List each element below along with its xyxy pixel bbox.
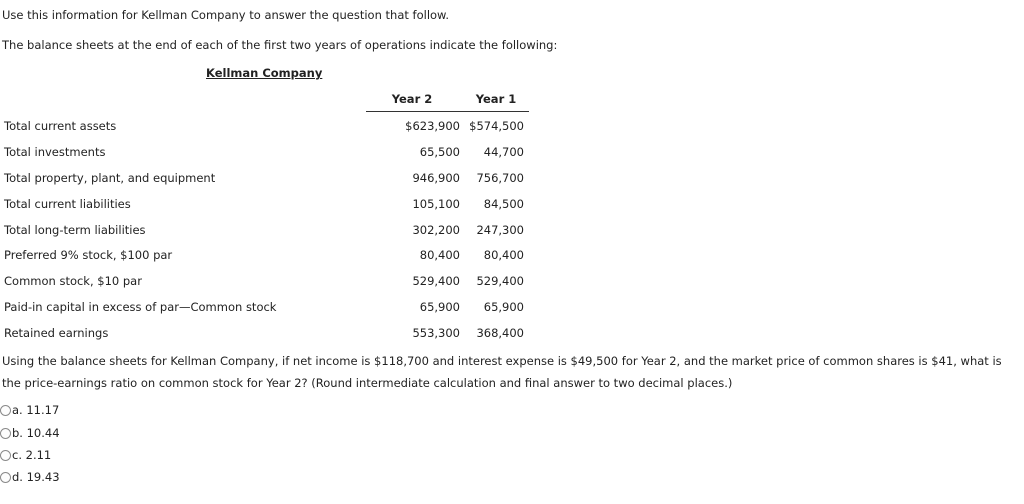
choice-a[interactable] (0, 403, 59, 421)
choice-label: c. 2.11 (12, 448, 52, 462)
choice-b[interactable] (0, 426, 60, 444)
year2-value: 65,500 (419, 145, 460, 159)
header-underline (366, 111, 529, 112)
row-label: Total investments (4, 145, 106, 159)
year1-value: 84,500 (483, 197, 524, 211)
year2-value: 553,300 (412, 326, 460, 340)
row-label: Total current assets (4, 119, 117, 133)
row-label: Total current liabilities (4, 197, 131, 211)
row-label: Paid-in capital in excess of par—Common stock (4, 300, 277, 314)
choice-label: a. 11.17 (12, 403, 60, 417)
year1-value: 80,400 (483, 248, 524, 262)
radio-button[interactable] (0, 428, 11, 439)
year2-value: 302,200 (412, 223, 460, 237)
year1-value: 529,400 (476, 274, 524, 288)
row-label: Retained earnings (4, 326, 109, 340)
table-row (0, 300, 540, 318)
intro-text: Use this information for Kellman Company to answer the question that follow. (2, 8, 450, 22)
table-row (0, 223, 540, 241)
year2-value: 105,100 (412, 197, 460, 211)
row-label: Preferred 9% stock, $100 par (4, 248, 173, 262)
table-row (0, 248, 540, 266)
radio-button[interactable] (0, 472, 11, 483)
row-label: Common stock, $10 par (4, 274, 142, 288)
year2-value: 946,900 (412, 171, 460, 185)
table-row (0, 274, 540, 292)
year2-value: $623,900 (405, 119, 460, 133)
table-row (0, 197, 540, 215)
column-header-year2: Year 2 (391, 92, 433, 106)
row-label: Total long-term liabilities (4, 223, 146, 237)
table-row (0, 326, 540, 344)
column-header-year1: Year 1 (475, 92, 517, 106)
year1-value: 756,700 (476, 171, 524, 185)
table-row (0, 171, 540, 189)
year1-value: 247,300 (476, 223, 524, 237)
choice-d[interactable] (0, 470, 60, 488)
company-heading: Kellman Company (206, 66, 323, 80)
row-label: Total property, plant, and equipment (4, 171, 216, 185)
radio-button[interactable] (0, 450, 11, 461)
choice-label: d. 19.43 (12, 470, 60, 484)
year1-value: $574,500 (469, 119, 524, 133)
table-row (0, 119, 540, 137)
table-row (0, 145, 540, 163)
year2-value: 80,400 (419, 248, 460, 262)
lead-text: The balance sheets at the end of each of the first two years of operations indicate the following: (2, 38, 558, 52)
choice-label: b. 10.44 (12, 426, 60, 440)
choice-c[interactable] (0, 448, 51, 466)
year2-value: 529,400 (412, 274, 460, 288)
question-text: Using the balance sheets for Kellman Company, if net income is $118,700 and interest expense is $49,500 for Year 2, and the market price of common shares is $41, what is the price-earnings ratio on common stock for Year 2? (Round intermediate calculation and final answer to two decimal places.) (2, 354, 1002, 390)
radio-button[interactable] (0, 405, 11, 416)
year2-value: 65,900 (419, 300, 460, 314)
year1-value: 44,700 (483, 145, 524, 159)
year1-value: 65,900 (483, 300, 524, 314)
year1-value: 368,400 (476, 326, 524, 340)
